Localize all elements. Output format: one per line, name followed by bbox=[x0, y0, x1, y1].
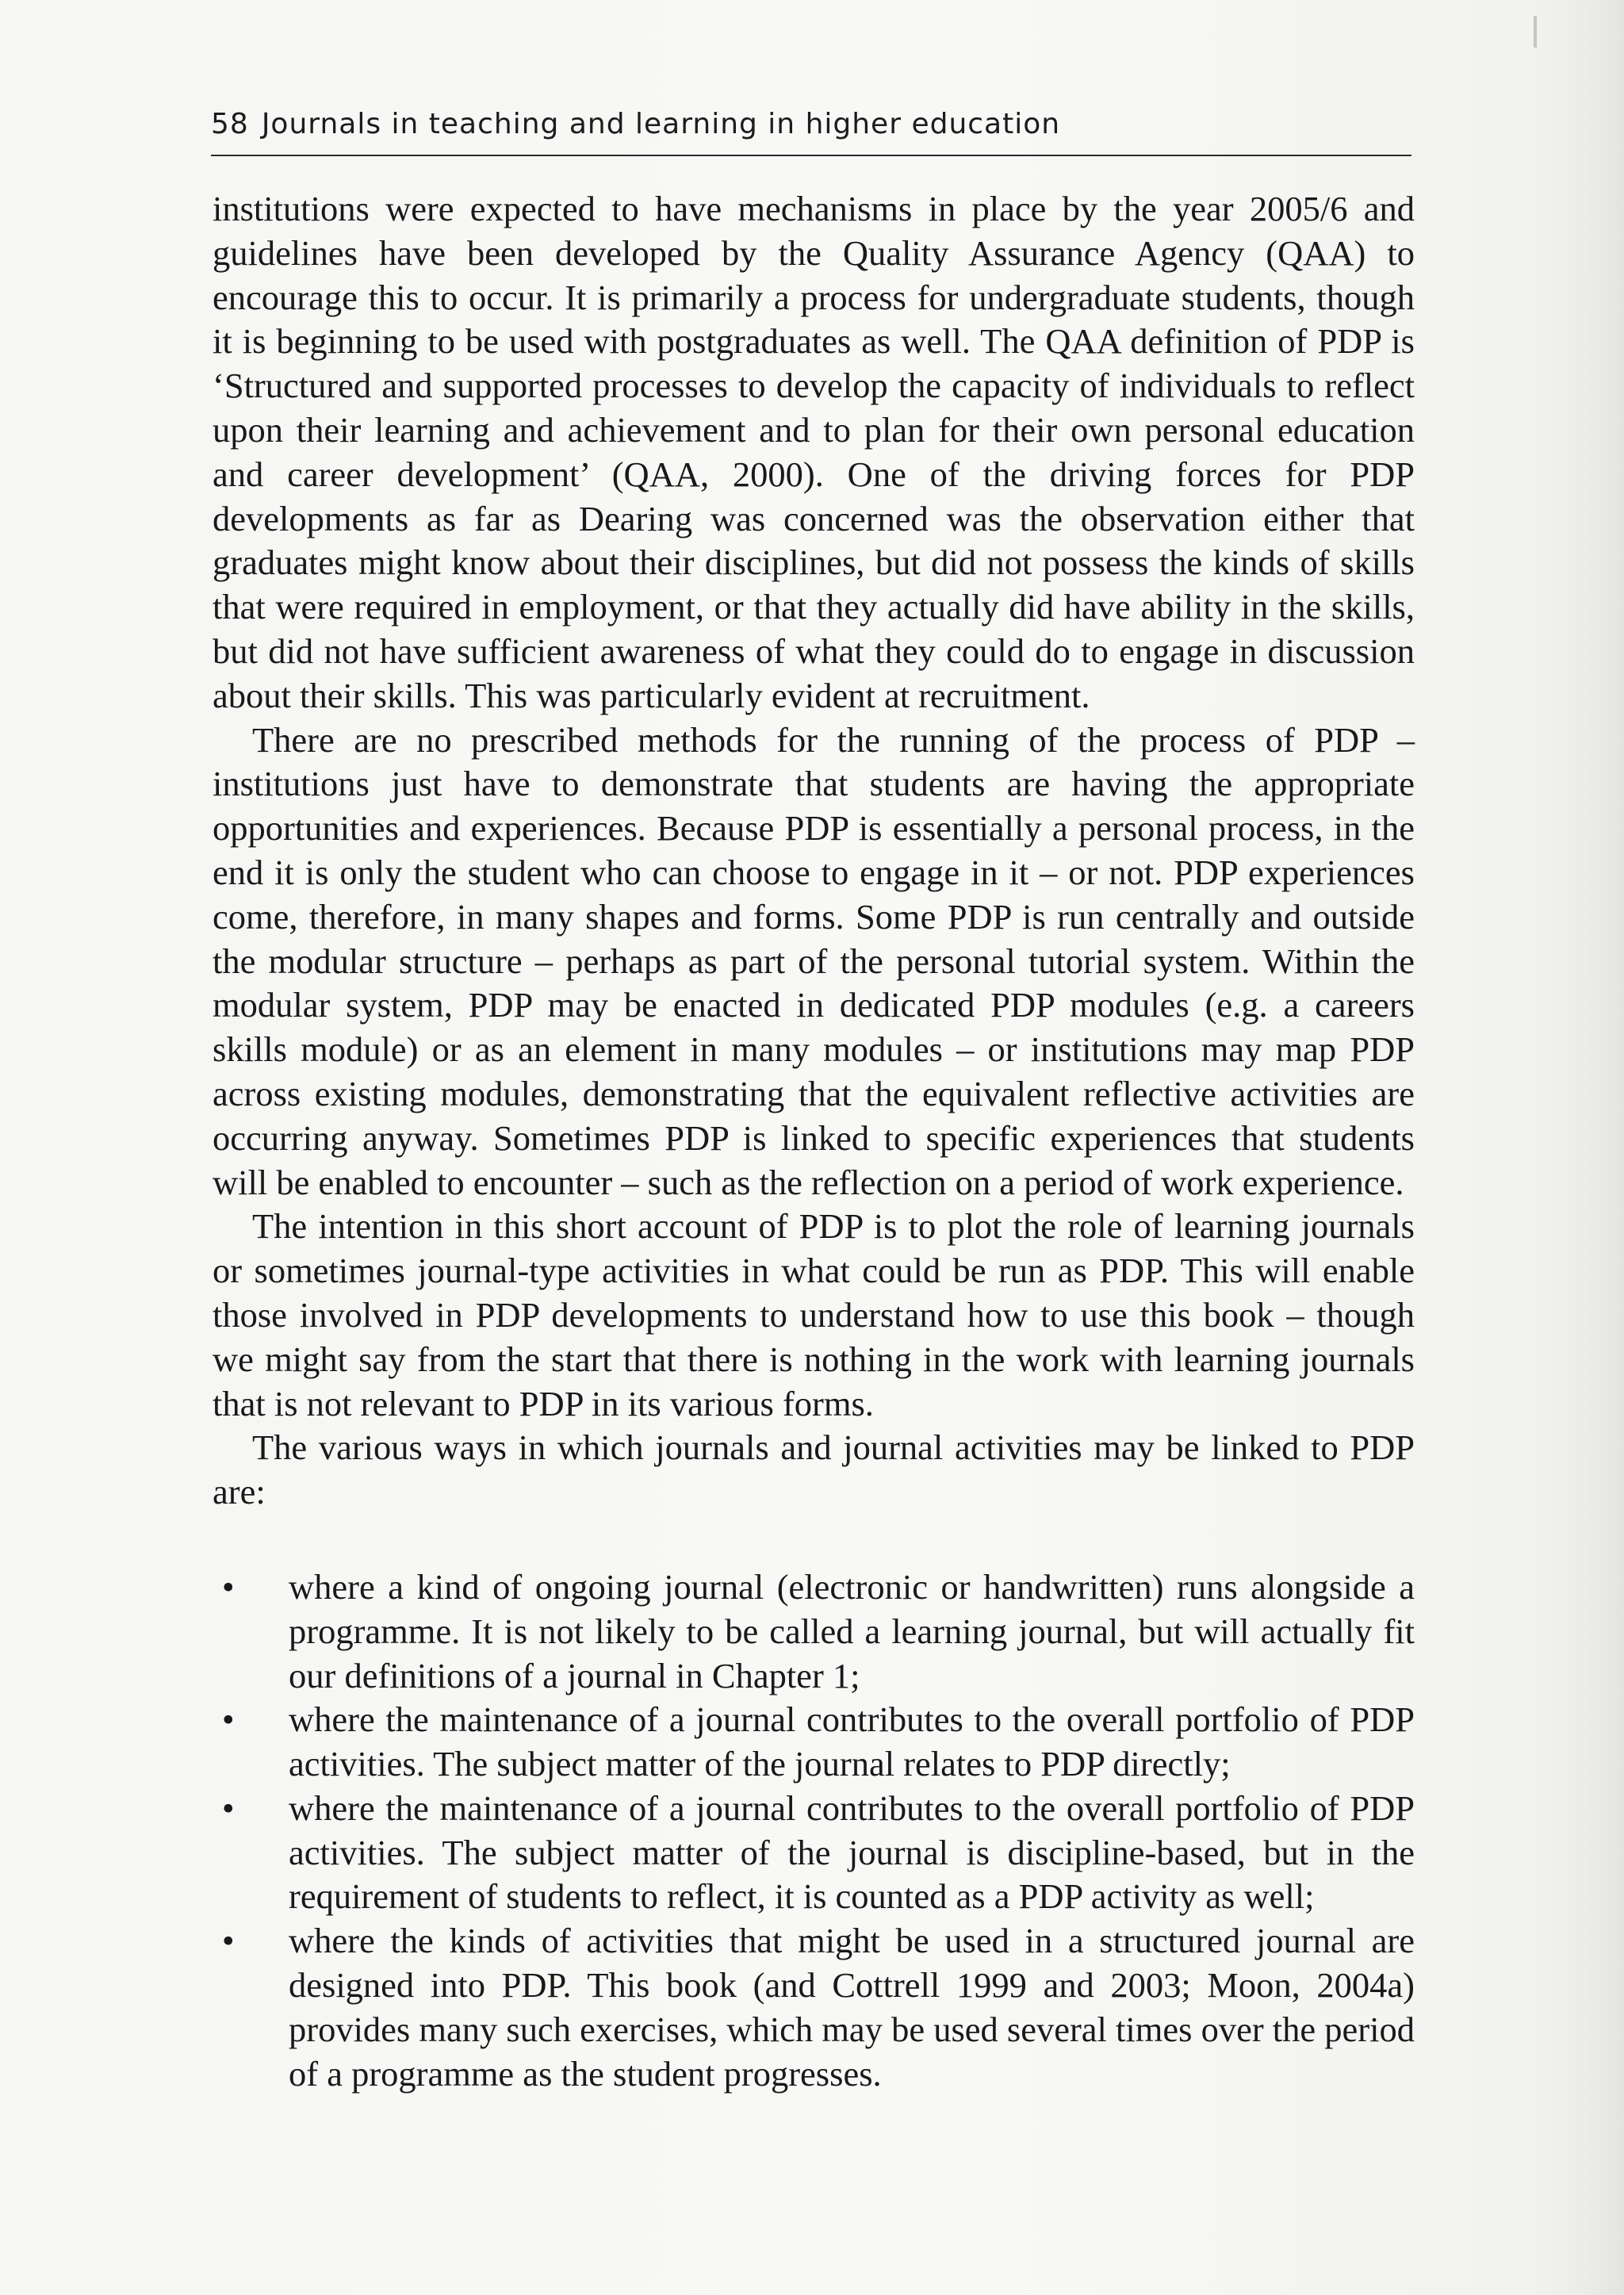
bullet-icon: • bbox=[222, 1566, 235, 1607]
body-text bbox=[213, 187, 1415, 2096]
running-title: Journals in teaching and learning in higher education bbox=[261, 108, 1061, 140]
list-item bbox=[213, 1787, 1415, 1919]
pdp-ways-list bbox=[213, 1565, 1415, 2097]
paragraph-4: The various ways in which journals and journal activities may be linked to PDP are: bbox=[213, 1427, 1415, 1512]
running-header bbox=[211, 108, 1410, 159]
list-item-text: where a kind of ongoing journal (electronic or handwritten) runs alongside a programme. It is not likely to be called a learning journal, but will actually fit our definitions of a journal in Chapter 1; bbox=[289, 1566, 1415, 1695]
paragraph-2: There are no prescribed methods for the running of the process of PDP – institutions just have to demonstrate that students are having the appropriate opportunities and experiences. Because PDP is essentially a personal process, in the end it is only the student who can choose to engage in it – or not. PDP experiences come, therefore, in many shapes and forms. Some PDP is run centrally and outside the modular structure – perhaps as part of the personal tutorial system. Within the modular system, PDP may be enacted in dedicated PDP modules (e.g. a careers skills module) or as an element in many modules – or institutions may map PDP across existing modules, demonstrating that the equivalent reflective activities are occurring anyway. Sometimes PDP is linked to specific experiences that students will be enabled to encounter – such as the reflection on a period of work experience. bbox=[213, 719, 1415, 1202]
scan-edge-mark bbox=[1534, 16, 1537, 48]
paragraph-1: institutions were expected to have mechanisms in place by the year 2005/6 and guidelines have been developed by the Quality Assurance Agency (QAA) to encourage this to occur. It is primarily a process for undergraduate students, though it is beginning to be used with postgraduates as well. The QAA definition of PDP is ‘Structured and supported processes to develop the capacity of individuals to reflect upon their learning and achievement and to plan for their own personal education and career development’ (QAA, 2000). One of the driving forces for PDP developments as far as Dearing was concerned was the observation either that graduates might know about their disciplines, but did not possess the kinds of skills that were required in employment, or that they actually did have ability in the skills, but did not have sufficient awareness of what they could do to engage in discussion about their skills. This was particularly evident at recruitment. bbox=[213, 189, 1415, 715]
list-item-text: where the maintenance of a journal contributes to the overall portfolio of PDP activities. The subject matter of the journal relates to PDP directly; bbox=[289, 1699, 1415, 1784]
paragraph-3: The intention in this short account of PDP is to plot the role of learning journals or sometimes journal-type activities in what could be run as PDP. This will enable those involved in PDP developments to understand how to use this book – though we might say from the start that there is nothing in the work with learning journals that is not relevant to PDP in its various forms. bbox=[213, 1206, 1415, 1423]
scan-edge-shadow bbox=[1529, 0, 1624, 2295]
list-item-text: where the kinds of activities that might be used in a structured journal are designed into PDP. This book (and Cottrell 1999 and 2003; Moon, 2004a) provides many such exercises, which may be used several times over the period of a programme as the student progresses. bbox=[289, 1921, 1415, 2094]
header-rule bbox=[211, 155, 1411, 156]
bullet-icon: • bbox=[222, 1787, 235, 1828]
bullet-icon: • bbox=[222, 1921, 235, 1961]
list-item bbox=[213, 1565, 1415, 1698]
page-number: 58 bbox=[211, 108, 249, 140]
list-item-text: where the maintenance of a journal contributes to the overall portfolio of PDP activities. The subject matter of the journal is discipline-based, but in the requirement of students to reflect, it is counted as a PDP activity as well; bbox=[289, 1787, 1415, 1917]
bullet-icon: • bbox=[222, 1699, 235, 1740]
list-item bbox=[213, 1919, 1415, 2096]
list-item bbox=[213, 1698, 1415, 1787]
